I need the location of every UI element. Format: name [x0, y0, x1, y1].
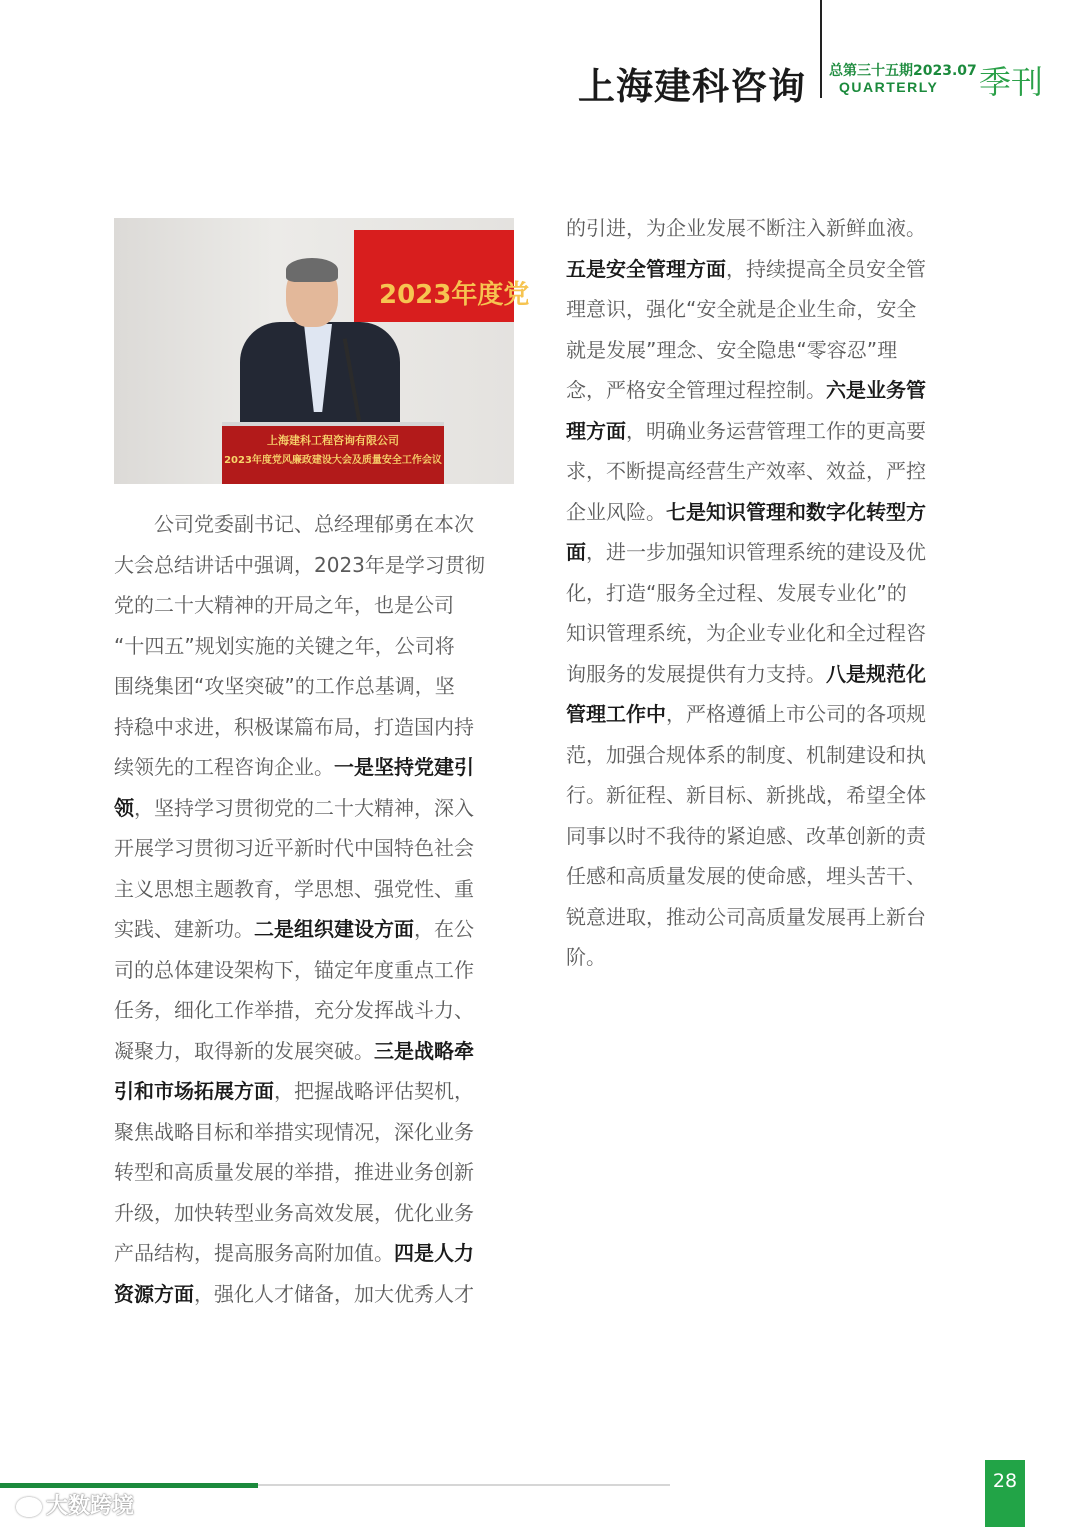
- text-line: [566, 735, 968, 776]
- text-run: 锐意进取，推动公司高质量发展再上新台: [566, 904, 926, 929]
- text-line: [566, 330, 968, 371]
- text-run: ，把握战略评估契机，: [274, 1079, 474, 1103]
- text-run: ，进一步加强知识管理系统的建设及优: [586, 540, 926, 564]
- text-line: [114, 585, 516, 626]
- text-line: [566, 411, 968, 452]
- bold-phrase: 理方面: [566, 418, 626, 443]
- photo-banner-text: 2023年度党: [379, 280, 530, 310]
- text-line: [114, 1193, 516, 1234]
- text-run: 大会总结讲话中强调，2023年是学习贯彻: [114, 552, 485, 577]
- text-line: [566, 289, 968, 330]
- text-run: 求，不断提高经营生产效率、效益，严控: [566, 459, 926, 483]
- text-line: [114, 666, 516, 707]
- bold-phrase: 管理工作中: [566, 702, 666, 726]
- text-line: [566, 856, 968, 897]
- text-run: 任务，细化工作举措，充分发挥战斗力、: [114, 998, 474, 1022]
- text-line: [114, 504, 516, 545]
- quarterly-label: QUARTERLY: [839, 79, 939, 95]
- text-run: 范，加强合规体系的制度、机制建设和执: [566, 742, 926, 767]
- watermark-logo-icon: [16, 1497, 42, 1517]
- text-line: [566, 573, 968, 614]
- text-run: 阶。: [566, 945, 606, 969]
- text-run: 聚焦战略目标和举措实现情况，深化业务: [114, 1119, 474, 1144]
- text-line: [566, 816, 968, 857]
- text-line: [566, 208, 968, 249]
- text-line: [566, 694, 968, 735]
- text-line: [566, 937, 968, 978]
- text-run: ，明确业务运营管理工作的更高要: [626, 418, 926, 443]
- text-line: [566, 654, 968, 695]
- text-run: 的引进，为企业发展不断注入新鲜血液。: [566, 216, 926, 240]
- bold-phrase: 八是规范化: [826, 661, 926, 686]
- text-run: 企业风险。: [566, 499, 666, 524]
- text-run: 持稳中求进，积极谋篇布局，打造国内持: [114, 714, 474, 739]
- text-run: 任感和高质量发展的使命感，埋头苦干、: [566, 864, 926, 888]
- text-line: [114, 747, 516, 788]
- text-run: 续领先的工程咨询企业。: [114, 755, 334, 779]
- text-line: [566, 613, 968, 654]
- text-line: [114, 1233, 516, 1274]
- text-run: 开展学习贯彻习近平新时代中国特色社会: [114, 836, 474, 860]
- podium-meeting-title: 2023年度党风廉政建设大会及质量安全工作会议: [224, 455, 442, 466]
- text-run: “十四五”规划实施的关键之年，公司将: [114, 633, 455, 658]
- page-number: 28: [992, 1470, 1018, 1492]
- text-line: [114, 990, 516, 1031]
- text-line: [114, 1031, 516, 1072]
- text-line: [114, 869, 516, 910]
- text-run: ，严格遵循上市公司的各项规: [666, 702, 926, 726]
- quarterly-title: 季刊: [979, 63, 1044, 101]
- text-run: 党的二十大精神的开局之年，也是公司: [114, 593, 454, 617]
- watermark: [16, 1489, 134, 1520]
- text-run: 主义思想主题教育，学思想、强党性、重: [114, 876, 474, 901]
- text-line: [566, 249, 968, 290]
- bold-phrase: 四是人力: [394, 1241, 474, 1265]
- text-line: [566, 451, 968, 492]
- text-line: [114, 626, 516, 667]
- text-run: 司的总体建设架构下，锚定年度重点工作: [114, 957, 474, 982]
- issue-number: 总第三十五期2023.07: [829, 63, 977, 79]
- header-divider: [820, 0, 822, 98]
- podium-company-name: 上海建科工程咨询有限公司: [267, 434, 399, 447]
- article-column-right: [566, 208, 968, 978]
- bold-phrase: 引和市场拓展方面: [114, 1079, 274, 1103]
- speaker-hair: [286, 258, 338, 282]
- text-line: [114, 707, 516, 748]
- text-line: [114, 545, 516, 586]
- text-line: [114, 950, 516, 991]
- text-run: 知识管理系统，为企业专业化和全过程咨: [566, 621, 926, 645]
- bold-phrase: 三是战略牵: [374, 1038, 474, 1063]
- text-run: 化，打造“服务全过程、发展专业化”的: [566, 580, 907, 605]
- text-run: 公司党委副书记、总经理郁勇在本次: [114, 512, 474, 536]
- footer-green-bar: [0, 1483, 258, 1488]
- text-run: 围绕集团“攻坚突破”的工作总基调，坚: [114, 674, 455, 698]
- text-line: [566, 897, 968, 938]
- bold-phrase: 五是安全管理方面: [566, 256, 726, 281]
- text-run: ，在公: [414, 917, 474, 941]
- bold-phrase: 一是坚持党建引: [334, 755, 474, 779]
- text-run: 升级，加快转型业务高效发展，优化业务: [114, 1200, 474, 1225]
- text-line: [114, 1112, 516, 1153]
- text-line: [114, 1274, 516, 1315]
- footer-gray-rule: [258, 1484, 670, 1486]
- text-line: [114, 1071, 516, 1112]
- text-line: [114, 909, 516, 950]
- bold-phrase: 面: [566, 540, 586, 564]
- text-run: 就是发展”理念、安全隐患“零容忍”理: [566, 337, 898, 362]
- text-line: [114, 788, 516, 829]
- text-run: 产品结构，提高服务高附加值。: [114, 1241, 394, 1265]
- text-run: 理意识，强化“安全就是企业生命，安全: [566, 297, 917, 321]
- magazine-masthead: 上海建科咨询: [578, 65, 806, 108]
- text-run: 念，严格安全管理过程控制。: [566, 378, 826, 402]
- bold-phrase: 二是组织建设方面: [254, 917, 414, 941]
- text-line: [566, 492, 968, 533]
- bold-phrase: 资源方面: [114, 1281, 194, 1306]
- meeting-speaker-photo: [114, 218, 530, 484]
- text-run: 同事以时不我待的紧迫感、改革创新的责: [566, 823, 926, 848]
- text-run: ，坚持学习贯彻党的二十大精神，深入: [134, 795, 474, 820]
- text-line: [566, 775, 968, 816]
- text-run: 转型和高质量发展的举措，推进业务创新: [114, 1160, 474, 1184]
- text-run: 实践、建新功。: [114, 917, 254, 941]
- text-run: ，持续提高全员安全管: [726, 256, 926, 281]
- text-line: [566, 532, 968, 573]
- bold-phrase: 七是知识管理和数字化转型方: [666, 499, 926, 524]
- text-run: 行。新征程、新目标、新挑战，希望全体: [566, 783, 926, 807]
- article-column-left: [114, 504, 516, 1314]
- text-line: [566, 370, 968, 411]
- bold-phrase: 六是业务管: [826, 378, 926, 402]
- text-run: 询服务的发展提供有力支持。: [566, 661, 826, 686]
- watermark-text: 大数跨境: [46, 1494, 135, 1519]
- text-run: 凝聚力，取得新的发展突破。: [114, 1038, 374, 1063]
- text-line: [114, 1152, 516, 1193]
- bold-phrase: 领: [114, 795, 134, 820]
- text-line: [114, 828, 516, 869]
- text-run: ，强化人才储备，加大优秀人才: [194, 1281, 474, 1306]
